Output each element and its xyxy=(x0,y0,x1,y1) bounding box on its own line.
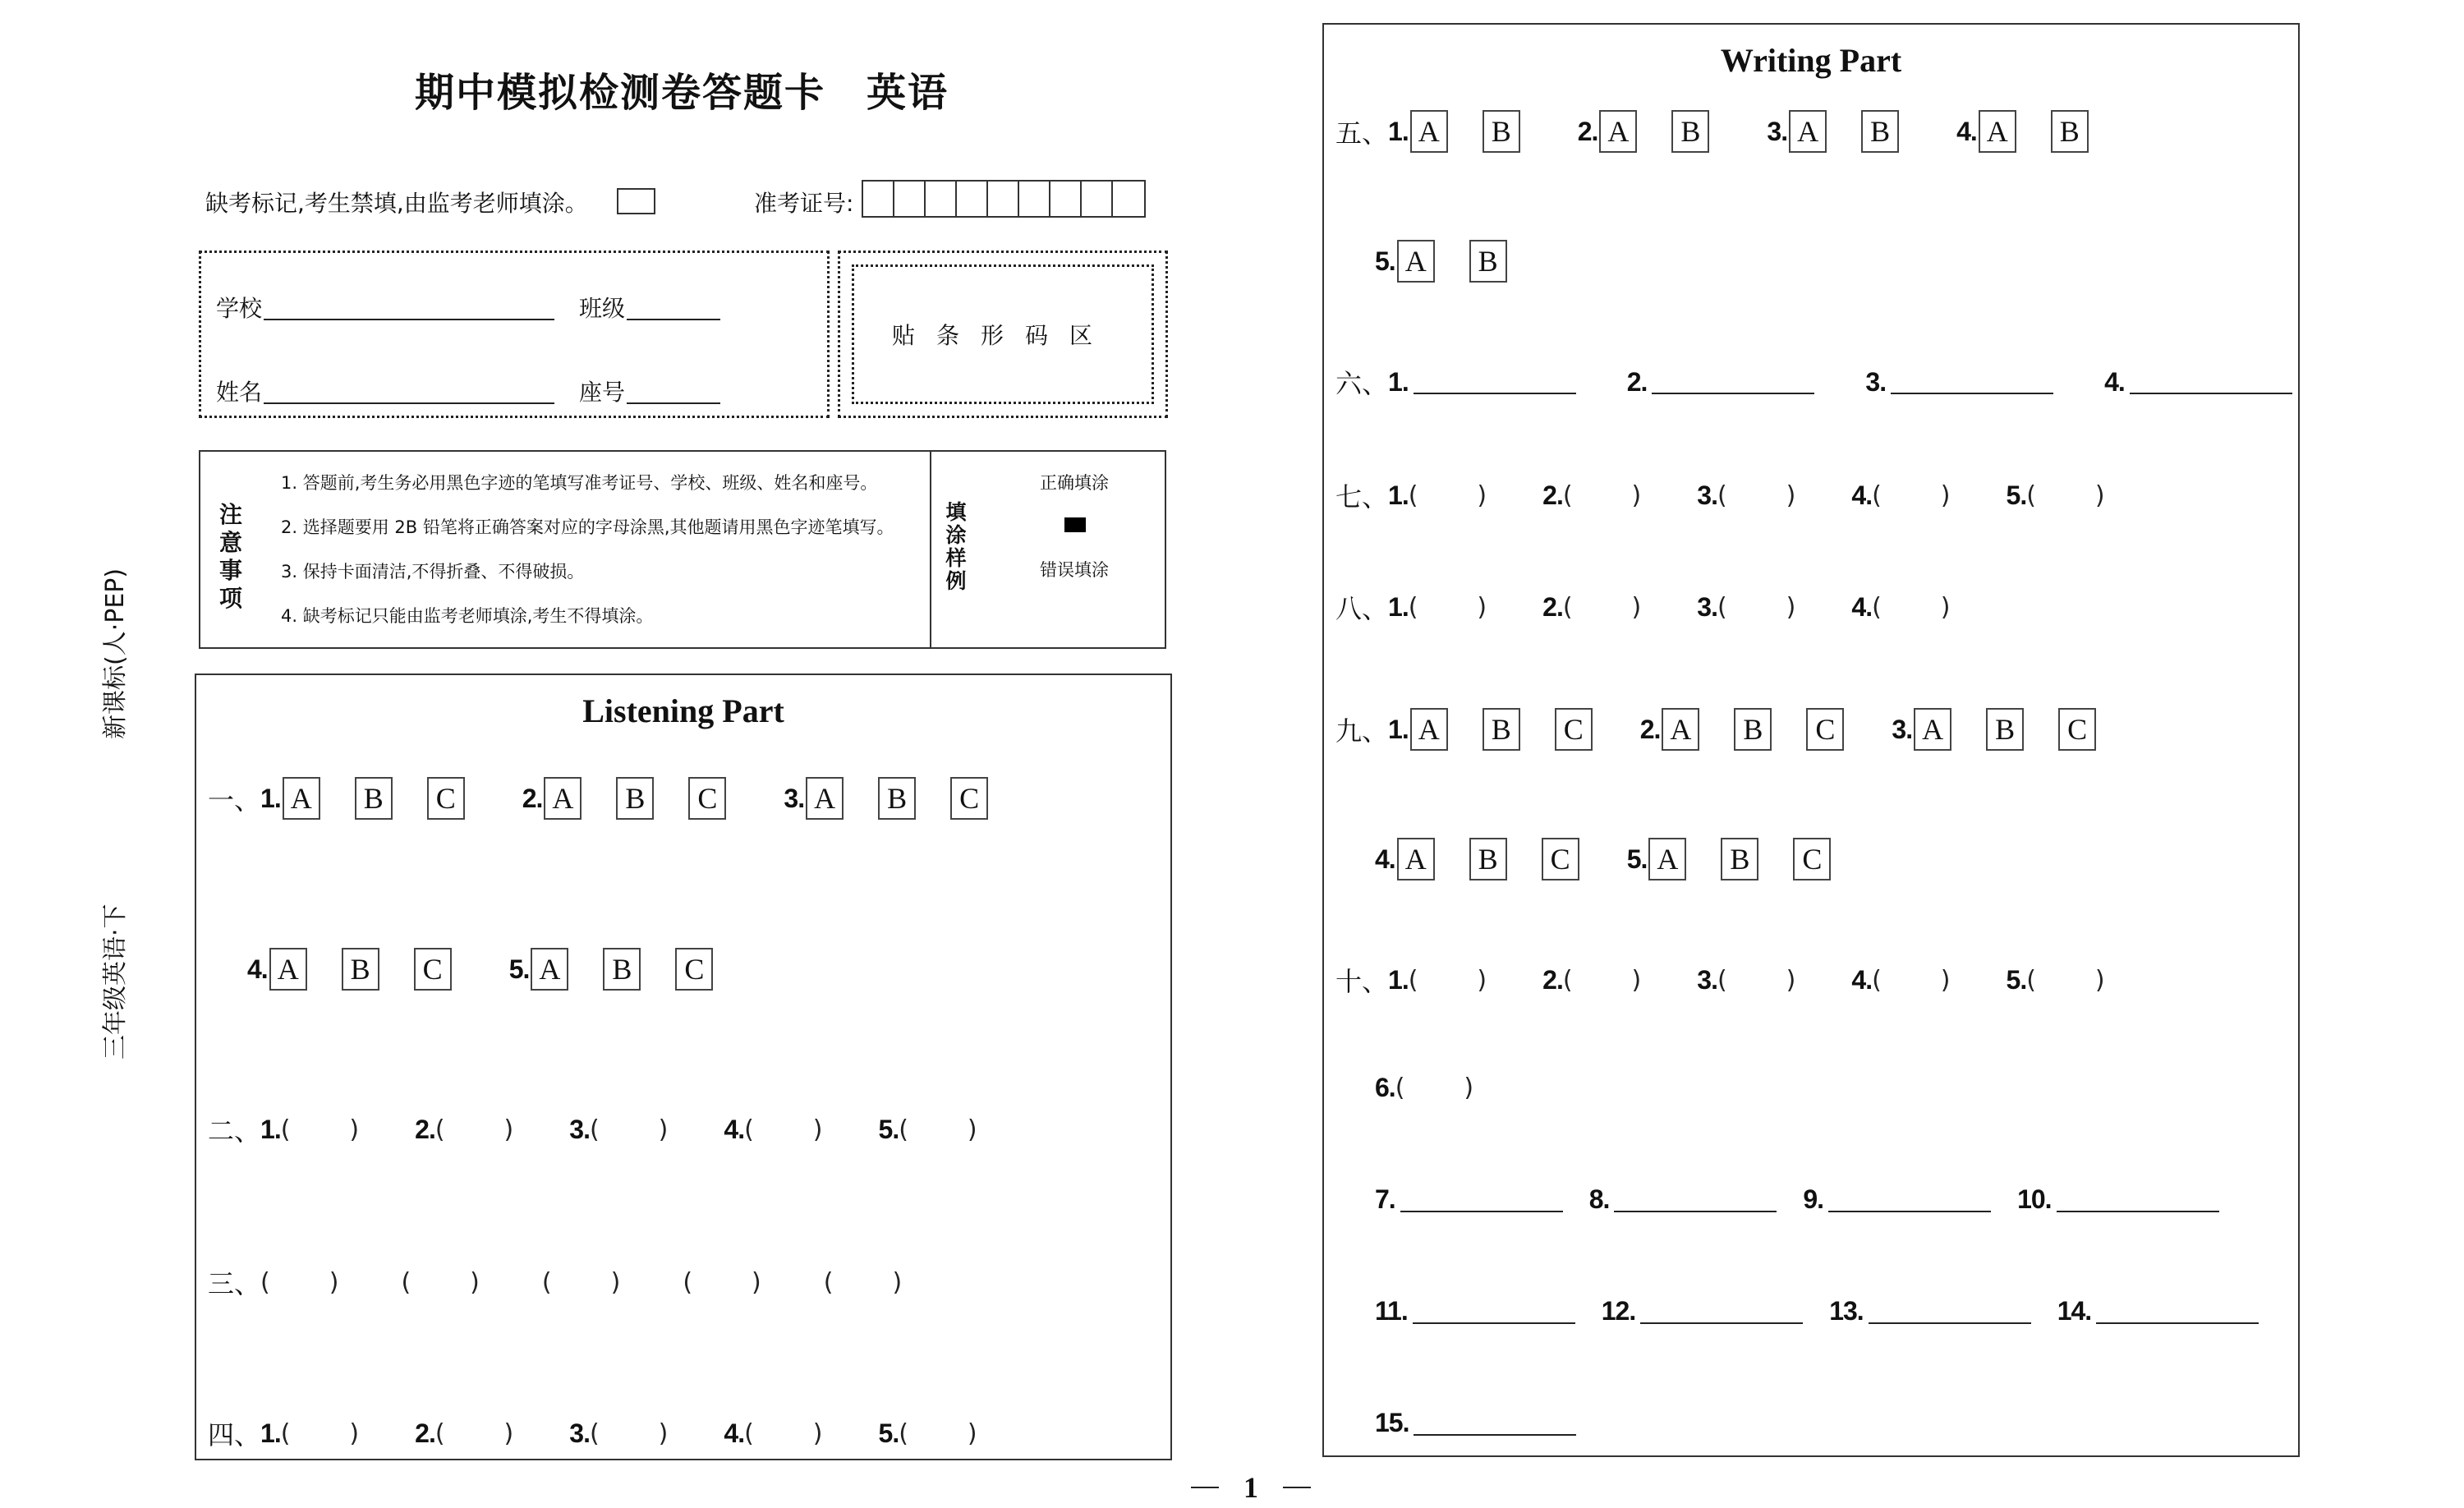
paren-question xyxy=(1388,965,1542,995)
paren-question xyxy=(1388,480,1542,511)
choice-question xyxy=(247,948,509,991)
question-number: 5. xyxy=(1375,246,1395,276)
question-number: 4. xyxy=(247,954,268,984)
paren-question xyxy=(1851,592,2006,623)
writing-part-title: Writing Part xyxy=(1720,42,1902,79)
exam-number-cell[interactable] xyxy=(988,182,1019,216)
option-c-bubble[interactable]: C xyxy=(950,777,988,820)
answer-paren[interactable]: ( ) xyxy=(1408,965,1487,995)
answer-paren[interactable]: ( ) xyxy=(1717,480,1796,510)
fill-blank-question xyxy=(2017,1184,2245,1215)
question-number: 4. xyxy=(1956,116,1977,146)
section-label: 三、 xyxy=(208,1268,261,1299)
answer-blank[interactable] xyxy=(1413,1321,1575,1324)
question-number: 1. xyxy=(1388,714,1409,744)
section-label: 一、 xyxy=(208,784,261,816)
question-number: 1. xyxy=(1388,591,1409,622)
notice-heading: 注意事项 xyxy=(218,501,242,612)
question-number: 9. xyxy=(1803,1184,1824,1214)
question-number: 3. xyxy=(1697,964,1717,995)
option-a-bubble[interactable]: A xyxy=(1648,838,1686,880)
question-number: 7. xyxy=(1375,1184,1395,1214)
paren-question xyxy=(415,1115,569,1145)
fill-blank-question xyxy=(2104,367,2343,398)
answer-paren[interactable]: ( ) xyxy=(1408,480,1487,510)
class-field[interactable] xyxy=(579,291,720,324)
exam-number-cell[interactable] xyxy=(863,182,894,216)
question-number: 3. xyxy=(1697,480,1717,510)
answer-paren[interactable]: ( ) xyxy=(2026,480,2105,510)
question-row xyxy=(1335,476,2161,514)
answer-blank[interactable] xyxy=(1400,1209,1563,1212)
option-b-bubble[interactable]: B xyxy=(1721,838,1758,880)
seat-field[interactable] xyxy=(579,375,720,407)
question-number: 10. xyxy=(2017,1184,2052,1214)
fill-blank-question xyxy=(1627,367,1866,398)
question-number: 4. xyxy=(1851,591,1873,622)
question-row xyxy=(1375,240,1565,283)
class-label: 班级 xyxy=(579,295,626,322)
answer-blank[interactable] xyxy=(1891,391,2053,394)
paren-question xyxy=(415,1418,569,1449)
choice-question xyxy=(1640,708,1892,751)
answer-blank[interactable] xyxy=(2057,1209,2219,1212)
question-row xyxy=(1335,363,2343,401)
question-number: 4. xyxy=(1851,480,1873,510)
answer-blank[interactable] xyxy=(1414,1432,1576,1436)
answer-paren[interactable]: ( ) xyxy=(541,1267,621,1297)
answer-paren[interactable]: ( ) xyxy=(589,1418,669,1448)
question-number: 1. xyxy=(1388,116,1409,146)
answer-blank[interactable] xyxy=(1652,391,1814,394)
question-number: 12. xyxy=(1601,1296,1636,1326)
option-c-bubble[interactable]: C xyxy=(688,777,726,820)
question-row xyxy=(208,1414,1033,1452)
question-row xyxy=(1335,708,2144,751)
question-number: 13. xyxy=(1829,1296,1864,1326)
option-b-bubble[interactable]: B xyxy=(1734,708,1772,751)
paren-question xyxy=(1851,480,2006,511)
question-number: 1. xyxy=(260,1418,281,1448)
choice-question xyxy=(1388,110,1578,153)
option-b-bubble[interactable]: B xyxy=(342,948,379,991)
side-label xyxy=(94,526,144,1068)
answer-blank[interactable] xyxy=(2096,1321,2259,1324)
page-number xyxy=(1191,1470,1311,1505)
section-label: 二、 xyxy=(208,1115,261,1147)
question-row xyxy=(1375,1408,1602,1438)
question-row xyxy=(1335,110,2146,153)
fill-example-heading: 填涂样例 xyxy=(945,500,967,593)
answer-paren[interactable]: ( ) xyxy=(744,1115,823,1144)
page-title: 期中模拟检测卷答题卡 英语 xyxy=(414,70,949,116)
option-c-bubble[interactable]: C xyxy=(1806,708,1844,751)
answer-paren[interactable]: ( ) xyxy=(683,1267,761,1297)
paren-question xyxy=(1697,965,1851,995)
question-number: 3. xyxy=(569,1418,590,1448)
option-a-bubble[interactable]: A xyxy=(1979,110,2016,153)
option-a-bubble[interactable]: A xyxy=(1662,708,1699,751)
fill-blank-question xyxy=(2057,1296,2285,1326)
answer-paren[interactable]: ( ) xyxy=(899,1418,977,1448)
option-a-bubble[interactable]: A xyxy=(531,948,568,991)
option-c-bubble[interactable]: C xyxy=(1555,708,1593,751)
question-number: 2. xyxy=(1626,366,1648,397)
question-number: 5. xyxy=(1626,844,1648,874)
option-b-bubble[interactable]: B xyxy=(603,948,641,991)
choice-question xyxy=(1388,708,1640,751)
question-number: 3. xyxy=(1697,591,1717,622)
paren-question xyxy=(1697,480,1851,511)
fill-blank-question xyxy=(1602,1296,1829,1326)
answer-paren[interactable]: ( ) xyxy=(401,1267,480,1297)
paren-question xyxy=(879,1418,1033,1449)
option-a-bubble[interactable]: A xyxy=(1914,708,1951,751)
notice-box xyxy=(199,450,1166,649)
choice-question xyxy=(784,777,1046,820)
choice-question xyxy=(1956,110,2146,153)
option-b-bubble[interactable]: B xyxy=(355,777,393,820)
exam-number-cell[interactable] xyxy=(1082,182,1113,216)
question-number: 4. xyxy=(724,1418,745,1448)
question-number: 1. xyxy=(260,783,281,813)
answer-blank[interactable] xyxy=(1828,1209,1991,1212)
question-number: 5. xyxy=(508,954,530,984)
fill-blank-question xyxy=(1375,1296,1602,1326)
paren-question xyxy=(2007,480,2161,511)
question-number: 2. xyxy=(1542,480,1563,510)
question-row xyxy=(1335,961,2161,999)
notice-divider xyxy=(930,452,931,647)
school-field[interactable] xyxy=(216,291,554,324)
fill-blank-question xyxy=(1803,1184,2017,1215)
paren-question xyxy=(260,1115,415,1145)
choice-question xyxy=(1578,110,1768,153)
question-row xyxy=(208,1110,1033,1148)
answer-blank[interactable] xyxy=(1640,1321,1803,1324)
option-a-bubble[interactable]: A xyxy=(283,777,320,820)
answer-blank[interactable] xyxy=(1614,1209,1777,1212)
option-b-bubble[interactable]: B xyxy=(1671,110,1709,153)
writing-part-panel xyxy=(1322,23,2300,1457)
question-number: 6. xyxy=(1375,1073,1395,1102)
question-number: 3. xyxy=(1892,714,1913,744)
option-b-bubble[interactable]: B xyxy=(1861,110,1899,153)
paren-question xyxy=(724,1115,878,1145)
question-row xyxy=(1375,1296,2285,1326)
answer-paren[interactable]: ( ) xyxy=(1872,965,1951,995)
question-number: 3. xyxy=(1865,366,1887,397)
choice-question xyxy=(1892,708,2144,751)
choice-question xyxy=(1375,838,1627,880)
choice-question xyxy=(1627,838,1879,880)
question-row xyxy=(1335,588,2007,626)
answer-paren[interactable]: ( ) xyxy=(589,1115,669,1144)
option-b-bubble[interactable]: B xyxy=(2051,110,2089,153)
answer-paren[interactable]: ( ) xyxy=(1562,592,1642,622)
question-number: 4. xyxy=(1851,964,1873,995)
question-row xyxy=(1375,838,1878,880)
paren-question xyxy=(1375,1073,1529,1103)
school-label: 学校 xyxy=(216,295,263,322)
exam-number-label: 准考证号: xyxy=(754,190,854,217)
option-a-bubble[interactable]: A xyxy=(1599,110,1637,153)
option-a-bubble[interactable]: A xyxy=(1397,838,1435,880)
option-c-bubble[interactable]: C xyxy=(427,777,465,820)
exam-number-cell[interactable] xyxy=(1050,182,1082,216)
question-number: 5. xyxy=(2006,480,2027,510)
seat-label: 座号 xyxy=(579,379,626,406)
paren-question xyxy=(879,1115,1033,1145)
option-a-bubble[interactable]: A xyxy=(1397,240,1435,283)
option-b-bubble[interactable]: B xyxy=(616,777,654,820)
listening-part-panel xyxy=(195,674,1172,1460)
section-label: 六、 xyxy=(1335,368,1389,399)
question-number: 5. xyxy=(878,1418,899,1448)
answer-paren[interactable]: ( ) xyxy=(1872,480,1951,510)
option-a-bubble[interactable]: A xyxy=(806,777,844,820)
school-line[interactable] xyxy=(264,317,554,320)
name-line[interactable] xyxy=(264,401,554,404)
answer-paren[interactable]: ( ) xyxy=(260,1267,339,1297)
seat-line[interactable] xyxy=(627,401,720,404)
question-row xyxy=(247,948,770,991)
section-label: 五、 xyxy=(1335,117,1389,149)
question-number: 1. xyxy=(1388,964,1409,995)
question-number: 8. xyxy=(1588,1184,1610,1214)
listening-part-title: Listening Part xyxy=(582,692,784,729)
option-b-bubble[interactable]: B xyxy=(1483,708,1520,751)
option-c-bubble[interactable]: C xyxy=(675,948,713,991)
question-number: 15. xyxy=(1375,1408,1409,1437)
option-b-bubble[interactable]: B xyxy=(1483,110,1520,153)
option-b-bubble[interactable]: B xyxy=(1986,708,2024,751)
section-label: 十、 xyxy=(1335,966,1389,997)
section-label: 八、 xyxy=(1335,593,1389,624)
notice-item: 3. 保持卡面清洁,不得折叠、不得破损。 xyxy=(281,562,585,582)
paren-question xyxy=(1542,480,1697,511)
answer-paren[interactable]: ( ) xyxy=(434,1418,514,1448)
option-a-bubble[interactable]: A xyxy=(544,777,582,820)
answer-paren[interactable]: ( ) xyxy=(1562,965,1642,995)
paren-question xyxy=(260,1418,415,1449)
question-number: 2. xyxy=(415,1114,435,1144)
fill-correct-label: 正确填涂 xyxy=(1040,473,1109,493)
choice-question xyxy=(522,777,784,820)
exam-number-cell[interactable] xyxy=(957,182,988,216)
side-text-top: 新课标(人·PEP) xyxy=(101,568,130,739)
paren-question xyxy=(1542,592,1697,623)
answer-paren[interactable]: ( ) xyxy=(1408,592,1487,622)
question-number: 5. xyxy=(878,1114,899,1144)
choice-question xyxy=(260,777,522,820)
answer-paren[interactable]: ( ) xyxy=(1717,965,1796,995)
question-number: 14. xyxy=(2057,1296,2092,1326)
class-line[interactable] xyxy=(627,317,720,320)
paren-question xyxy=(724,1418,878,1449)
fill-blank-question xyxy=(1388,367,1627,398)
option-a-bubble[interactable]: A xyxy=(1410,708,1448,751)
paren-question xyxy=(1388,592,1542,623)
option-c-bubble[interactable]: C xyxy=(414,948,452,991)
question-number: 4. xyxy=(724,1114,745,1144)
section-label: 四、 xyxy=(208,1419,261,1451)
notice-item: 1. 答题前,考生务必用黑色字迹的笔填写准考证号、学校、班级、姓名和座号。 xyxy=(281,473,878,493)
question-number: 1. xyxy=(260,1114,281,1144)
absent-mark-checkbox[interactable] xyxy=(617,188,655,214)
exam-number-field[interactable] xyxy=(862,180,1146,218)
choice-question xyxy=(1375,240,1565,283)
paren-question xyxy=(1851,965,2006,995)
question-number: 4. xyxy=(1375,844,1395,874)
notice-item: 2. 选择题要用 2B 铅笔将正确答案对应的字母涂黑,其他题请用黑色字迹笔填写。 xyxy=(281,517,894,537)
question-number: 2. xyxy=(1542,591,1563,622)
answer-paren[interactable]: ( ) xyxy=(823,1267,903,1297)
answer-paren[interactable]: ( ) xyxy=(434,1115,514,1144)
answer-paren[interactable]: ( ) xyxy=(1562,480,1642,510)
student-info-box xyxy=(199,251,830,418)
question-row xyxy=(208,1263,964,1301)
question-row xyxy=(1375,1184,2246,1215)
question-number: 5. xyxy=(2006,964,2027,995)
answer-paren[interactable]: ( ) xyxy=(744,1418,823,1448)
answer-paren[interactable]: ( ) xyxy=(899,1115,977,1144)
fill-blank-question xyxy=(1375,1184,1589,1215)
name-label: 姓名 xyxy=(216,379,263,406)
option-a-bubble[interactable]: A xyxy=(269,948,307,991)
option-c-bubble[interactable]: C xyxy=(1793,838,1831,880)
fill-blank-question xyxy=(1375,1408,1602,1438)
dash-left xyxy=(1191,1487,1219,1488)
barcode-area xyxy=(838,251,1168,418)
exam-number-cell[interactable] xyxy=(1113,182,1144,216)
answer-paren[interactable]: ( ) xyxy=(1717,592,1796,622)
barcode-label: 贴条形码区 xyxy=(852,264,1154,404)
answer-paren[interactable]: ( ) xyxy=(1872,592,1951,622)
question-number: 3. xyxy=(1767,116,1788,146)
question-number: 3. xyxy=(784,783,805,813)
exam-number-cell[interactable] xyxy=(1019,182,1050,216)
option-b-bubble[interactable]: B xyxy=(1469,838,1507,880)
question-number: 2. xyxy=(522,783,543,813)
fill-blank-question xyxy=(1865,367,2104,398)
answer-paren[interactable]: ( ) xyxy=(280,1418,360,1448)
paren-question xyxy=(2007,965,2161,995)
page-number-value: 1 xyxy=(1243,1471,1258,1504)
side-text-bottom: 三年级英语·下 xyxy=(101,903,130,1060)
answer-blank[interactable] xyxy=(1869,1321,2031,1324)
answer-blank[interactable] xyxy=(2130,391,2292,394)
question-number: 2. xyxy=(1542,964,1563,995)
question-number: 2. xyxy=(1577,116,1598,146)
fill-blank-question xyxy=(1589,1184,1804,1215)
question-number: 4. xyxy=(2104,366,2125,397)
question-number: 2. xyxy=(1639,714,1661,744)
answer-paren[interactable]: ( ) xyxy=(280,1115,360,1144)
exam-number-cell[interactable] xyxy=(926,182,957,216)
section-label: 七、 xyxy=(1335,481,1389,513)
option-b-bubble[interactable]: B xyxy=(1469,240,1507,283)
name-field[interactable] xyxy=(216,375,554,407)
answer-paren[interactable]: ( ) xyxy=(2026,965,2105,995)
filled-mark-icon xyxy=(1064,517,1086,532)
option-a-bubble[interactable]: A xyxy=(1410,110,1448,153)
fill-wrong-label: 错误填涂 xyxy=(1040,560,1109,580)
question-row xyxy=(208,777,1046,820)
exam-number-cell[interactable] xyxy=(894,182,926,216)
choice-question xyxy=(509,948,771,991)
question-row xyxy=(1375,1073,1529,1103)
paren-question xyxy=(1697,592,1851,623)
answer-paren[interactable]: ( ) xyxy=(1395,1074,1474,1102)
question-number: 2. xyxy=(415,1418,435,1448)
question-number: 1. xyxy=(1388,480,1409,510)
option-a-bubble[interactable]: A xyxy=(1789,110,1827,153)
question-number: 1. xyxy=(1388,366,1409,397)
option-c-bubble[interactable]: C xyxy=(2058,708,2096,751)
question-number: 11. xyxy=(1375,1296,1408,1326)
option-c-bubble[interactable]: C xyxy=(1542,838,1579,880)
choice-question xyxy=(1767,110,1956,153)
answer-blank[interactable] xyxy=(1414,391,1576,394)
option-b-bubble[interactable]: B xyxy=(878,777,916,820)
paren-question xyxy=(569,1418,724,1449)
notice-item: 4. 缺考标记只能由监考老师填涂,考生不得填涂。 xyxy=(281,606,654,626)
paren-question xyxy=(1542,965,1697,995)
paren-question xyxy=(569,1115,724,1145)
question-number: 3. xyxy=(569,1114,590,1144)
dash-right xyxy=(1283,1487,1311,1488)
section-label: 九、 xyxy=(1335,715,1389,747)
fill-blank-question xyxy=(1829,1296,2057,1326)
absent-mark-label: 缺考标记,考生禁填,由监考老师填涂。 xyxy=(205,190,588,217)
